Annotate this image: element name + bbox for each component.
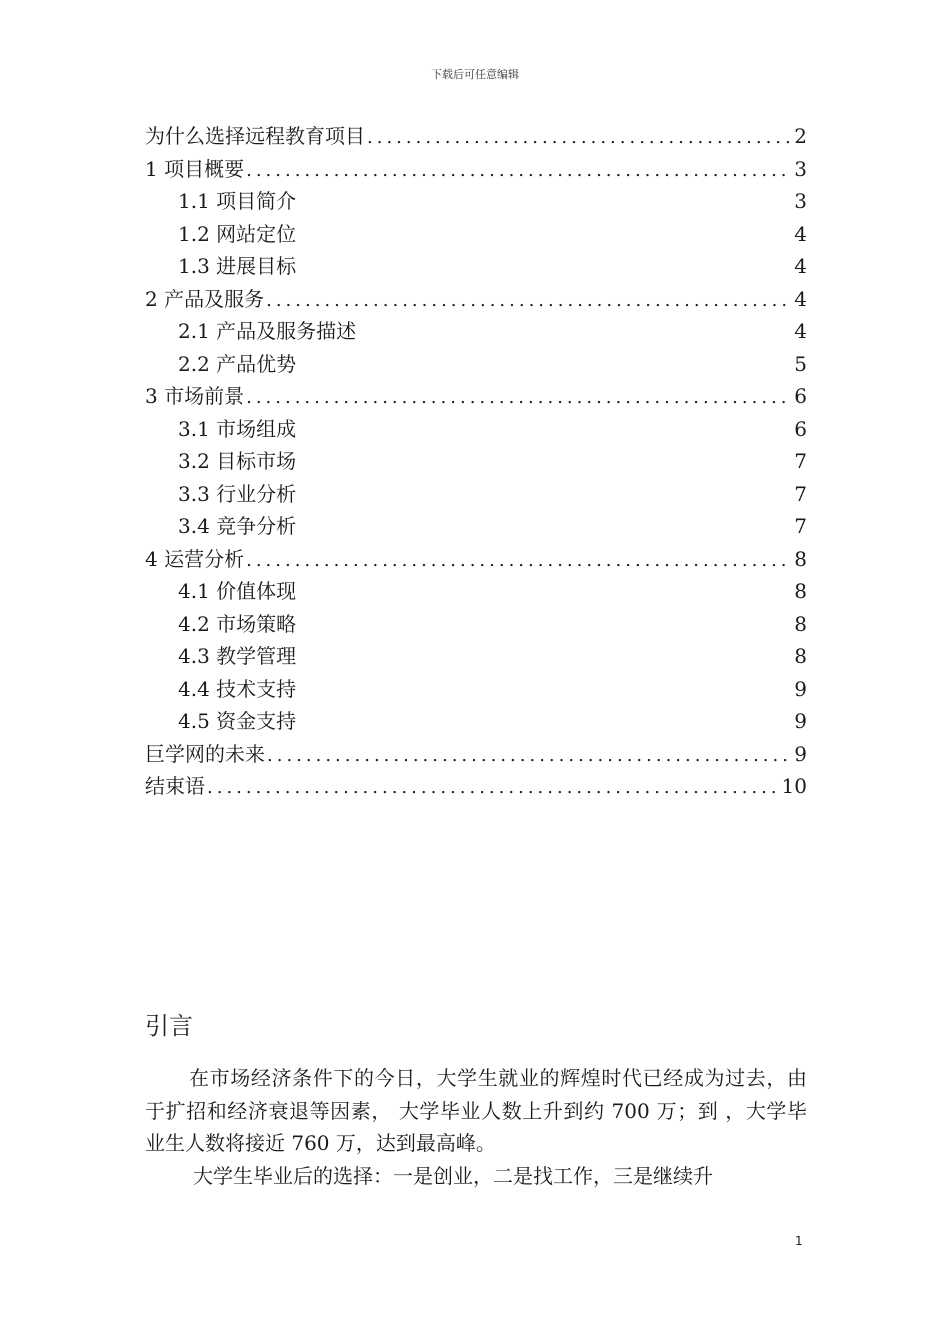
- toc-entry[interactable]: [145, 608, 807, 641]
- toc-entry-title: 1.2 网站定位: [178, 221, 297, 246]
- toc-entry-page: 4: [794, 286, 807, 311]
- table-of-contents: [145, 120, 807, 803]
- toc-entry-page: 8: [794, 644, 807, 668]
- toc-leader-dots: [367, 122, 790, 155]
- toc-entry-title: 4.2 市场策略: [178, 611, 297, 636]
- toc-entry-title: 结束语: [145, 774, 205, 798]
- toc-entry-title: 1 项目概要: [145, 156, 245, 181]
- toc-entry-page: 8: [794, 546, 807, 571]
- toc-entry-title: 3.3 行业分析: [178, 481, 297, 506]
- toc-entry[interactable]: [145, 705, 807, 738]
- toc-entry[interactable]: [145, 478, 807, 511]
- toc-entry-page: 9: [794, 676, 807, 701]
- toc-entry[interactable]: [145, 510, 807, 543]
- toc-entry-title: 3.1 市场组成: [178, 416, 297, 441]
- toc-entry-title: 4 运营分析: [145, 546, 245, 571]
- toc-entry[interactable]: [145, 153, 807, 186]
- toc-entry[interactable]: [145, 445, 807, 478]
- toc-entry[interactable]: [145, 575, 807, 608]
- toc-entry[interactable]: [145, 250, 807, 283]
- toc-entry-page: 7: [794, 481, 807, 506]
- intro-paragraph: 在市场经济条件下的今日，大学生就业的辉煌时代已经成为过去，由于扩招和经济衰退等因素， 大学毕业人数上升到约 700 万；到 ，大学毕业生人数将接近 760 万，达到最高峰。: [145, 1066, 807, 1155]
- toc-entry-page: 4: [794, 319, 807, 343]
- intro-paragraph: 大学生毕业后的选择：一是创业，二是找工作，三是继续升: [193, 1163, 713, 1188]
- toc-leader-dots: [207, 772, 778, 805]
- toc-entry-page: 3: [794, 156, 807, 181]
- intro-section: [145, 1062, 807, 1192]
- toc-entry[interactable]: [145, 770, 807, 803]
- toc-entry-title: 为什么选择远程教育项目: [145, 124, 365, 148]
- toc-entry[interactable]: [145, 543, 807, 576]
- toc-entry-page: 4: [794, 254, 807, 278]
- toc-entry-page: 8: [794, 611, 807, 636]
- toc-leader-dots: [246, 382, 790, 415]
- toc-entry-page: 7: [794, 514, 807, 538]
- header-note: 下载后可任意编辑: [431, 68, 519, 81]
- toc-entry-title: 2 产品及服务: [145, 286, 265, 311]
- toc-entry-page: 7: [794, 449, 807, 473]
- toc-entry-title: 3.4 竞争分析: [178, 514, 297, 538]
- toc-entry-title: 3 市场前景: [145, 384, 245, 408]
- toc-entry-page: 4: [794, 221, 807, 246]
- toc-entry-title: 3.2 目标市场: [178, 449, 297, 473]
- toc-entry[interactable]: [145, 218, 807, 251]
- toc-entry-title: 2.1 产品及服务描述: [178, 319, 357, 343]
- toc-entry-title: 4.3 教学管理: [178, 644, 297, 668]
- toc-entry-page: 9: [794, 741, 807, 766]
- toc-entry[interactable]: [145, 413, 807, 446]
- toc-entry-page: 6: [794, 416, 807, 441]
- toc-entry[interactable]: [145, 120, 807, 153]
- toc-entry-page: 8: [794, 579, 807, 603]
- toc-entry-page: 9: [794, 709, 807, 733]
- toc-entry[interactable]: [145, 185, 807, 218]
- section-heading: 引言: [145, 1012, 193, 1040]
- toc-entry-title: 2.2 产品优势: [178, 351, 297, 376]
- toc-leader-dots: [267, 740, 790, 773]
- toc-entry[interactable]: [145, 380, 807, 413]
- toc-entry[interactable]: [145, 348, 807, 381]
- toc-entry-page: 5: [794, 351, 807, 376]
- toc-entry-page: 3: [794, 189, 807, 213]
- toc-leader-dots: [266, 285, 790, 318]
- toc-entry-title: 4.1 价值体现: [178, 579, 297, 603]
- toc-entry-title: 4.4 技术支持: [178, 676, 297, 701]
- page-number: 1: [795, 1234, 803, 1248]
- toc-entry[interactable]: [145, 283, 807, 316]
- toc-entry-title: 1.3 进展目标: [178, 254, 297, 278]
- toc-entry-title: 1.1 项目简介: [178, 189, 297, 213]
- toc-entry-title: 巨学网的未来: [145, 741, 265, 766]
- toc-entry-page: 2: [794, 124, 807, 148]
- toc-entry-page: 10: [781, 774, 807, 798]
- toc-entry[interactable]: [145, 673, 807, 706]
- toc-entry[interactable]: [145, 738, 807, 771]
- toc-entry[interactable]: [145, 315, 807, 348]
- toc-leader-dots: [246, 545, 790, 578]
- toc-entry-title: 4.5 资金支持: [178, 709, 297, 733]
- toc-entry-page: 6: [794, 384, 807, 408]
- toc-entry[interactable]: [145, 640, 807, 673]
- toc-leader-dots: [246, 155, 790, 188]
